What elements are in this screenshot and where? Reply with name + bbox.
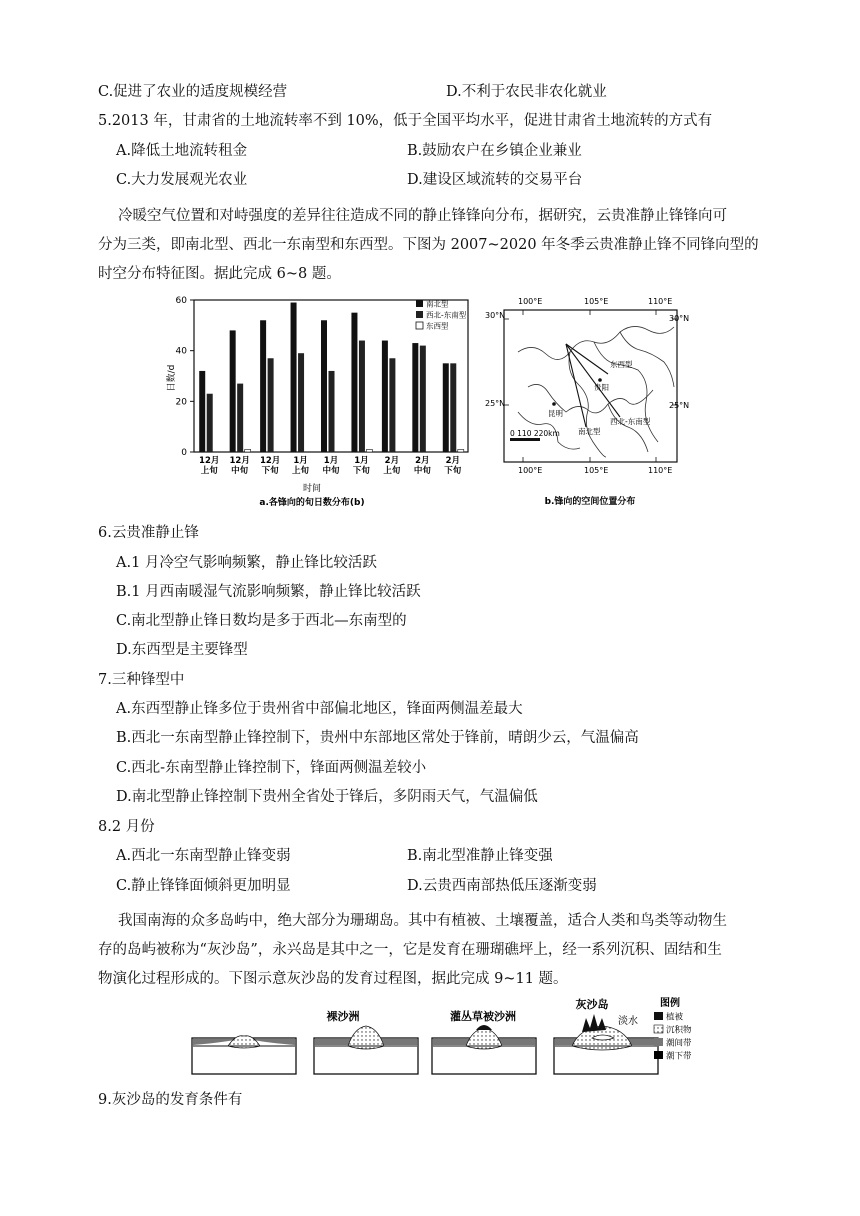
bar-ns-0 (199, 371, 205, 452)
lon-bottom-110: 110°E (648, 466, 673, 475)
kunming-dot (552, 402, 556, 406)
bar-ns-3 (291, 303, 297, 452)
x-tick-period: 下旬 (261, 466, 279, 476)
legend-swatch-nwse (416, 311, 423, 318)
q6-option-c: C.南北型静止锋日数均是多于西北—东南型的 (116, 613, 407, 629)
bar-nwse-0 (207, 394, 213, 452)
bar-chart-figure (160, 292, 480, 514)
q6-option-a: A.1 月冷空气影响频繁，静止锋比较活跃 (116, 555, 377, 571)
q7-option-b: B.西北一东南型静止锋控制下，贵州中东部地区常处于锋前，晴朗少云，气温偏高 (116, 730, 639, 746)
passage1-line3: 时空分布特征图。据此完成 6~8 题。 (98, 266, 341, 282)
bar-ns-7 (412, 343, 418, 452)
legend-label-nwse: 西北-东南型 (426, 310, 467, 320)
x-tick-month: 1月 (323, 456, 339, 466)
lon-bottom-100: 100°E (518, 466, 543, 475)
x-tick-month: 2月 (384, 456, 400, 466)
legend-subtidal: 潮下带 (666, 1051, 692, 1062)
scale-label: 0 110 220km (510, 429, 560, 438)
x-tick-month: 12月 (229, 456, 250, 466)
legend-swatch-intertidal (654, 1038, 663, 1046)
lon-top-100: 100°E (518, 297, 543, 306)
q6-stem: 6.云贵准静止锋 (98, 525, 199, 541)
lat-left-25: 25°N (485, 399, 506, 408)
chart-xlabel: 时间 (302, 484, 322, 494)
island-legend (654, 996, 692, 1062)
x-tick-month: 1月 (293, 456, 308, 466)
q9-stem: 9.灰沙岛的发育条件有 (98, 1092, 243, 1108)
x-tick-month: 1月 (354, 456, 369, 466)
y-tick-label: 60 (175, 296, 187, 306)
stage-4-panel (554, 997, 658, 1074)
chart-caption: a.各锋向的旬日数分布(b) (259, 498, 365, 508)
bar-nwse-2 (268, 358, 274, 452)
guiyang-dot (598, 378, 602, 382)
x-tick-month: 12月 (259, 456, 281, 466)
q6-option-b: B.1 月西南暖湿气流影响频繁，静止锋比较活跃 (116, 584, 421, 600)
x-tick-period: 上旬 (200, 466, 218, 476)
legend-swatch-vegetation (654, 1012, 663, 1020)
q5-option-a: A.降低土地流转租金 (116, 143, 248, 159)
q8-option-a: A.西北一东南型静止锋变弱 (116, 848, 291, 864)
city-kunming: 昆明 (548, 409, 563, 418)
scale-bar (510, 438, 540, 441)
lon-bottom-105: 105°E (584, 466, 609, 475)
passage1-line2: 分为三类，即南北型、西北一东南型和东西型。下图为 2007~2020 年冬季云贵准静止锋不同锋向型的 (98, 237, 759, 253)
legend-swatch-subtidal (654, 1051, 663, 1059)
lat-right-30: 30°N (669, 314, 690, 323)
lat-right-25: 25°N (669, 401, 690, 410)
q8-option-b: B.南北型准静止锋变强 (407, 848, 553, 864)
q4-option-d: D.不利于农民非农化就业 (446, 84, 607, 100)
q7-option-c: C.西北-东南型静止锋控制下，锋面两侧温差较小 (116, 760, 427, 776)
x-tick-month: 2月 (445, 456, 460, 466)
bar-ns-4 (321, 320, 327, 452)
x-tick-period: 上旬 (383, 466, 401, 476)
bar-nwse-8 (450, 363, 456, 452)
passage2-line2: 存的岛屿被称为“灰沙岛”，永兴岛是其中之一，它是发育在珊瑚礁坪上，经一系列沉积、固结和生 (98, 942, 722, 958)
bar-nwse-3 (298, 353, 304, 452)
shrub-vegetation (476, 1025, 492, 1030)
x-tick-period: 下旬 (444, 466, 462, 476)
legend-sediment: 沉积物 (666, 1025, 692, 1036)
legend-swatch-ns (416, 300, 423, 307)
passage2-line3: 物演化过程形成的。下图示意灰沙岛的发育过程图，据此完成 9~11 题。 (98, 971, 568, 987)
q8-stem: 8.2 月份 (98, 819, 155, 835)
bar-ew-5 (366, 449, 372, 452)
x-tick-month: 12月 (199, 456, 220, 466)
q4-option-c: C.促进了农业的适度规模经营 (98, 84, 288, 100)
x-tick-period: 中旬 (322, 466, 340, 476)
x-tick-period: 下旬 (352, 466, 370, 476)
bar-nwse-7 (420, 346, 426, 452)
legend-vegetation: 植被 (666, 1012, 684, 1023)
q7-option-a: A.东西型静止锋多位于贵州省中部偏北地区，锋面两侧温差最大 (116, 701, 523, 717)
stage-3-panel (432, 1009, 536, 1074)
legend-title: 图例 (660, 998, 680, 1009)
island-vegetation (582, 1014, 606, 1032)
bar-ew-1 (245, 449, 251, 452)
passage1-line1: 冷暖空气位置和对峙强度的差异往往造成不同的静止锋锋向分布，据研究，云贵准静止锋锋向可 (118, 208, 727, 224)
stage-2-panel (314, 1009, 418, 1074)
q5-option-b: B.鼓励农户在乡镇企业兼业 (407, 143, 582, 159)
x-tick-period: 中旬 (413, 466, 431, 476)
q5-stem: 5.2013 年，甘肃省的土地流转率不到 10%，低于全国平均水平，促进甘肃省土地流转的方式有 (98, 113, 713, 129)
bar-nwse-6 (389, 358, 395, 452)
x-tick-month: 2月 (415, 456, 430, 466)
map-caption: b.锋向的空间位置分布 (544, 497, 636, 507)
lon-top-105: 105°E (584, 297, 609, 306)
front-position-map (485, 292, 694, 514)
bar-ns-8 (443, 363, 449, 452)
island-development-figure (188, 994, 708, 1084)
legend-intertidal: 潮间带 (666, 1038, 692, 1049)
bar-ns-1 (230, 330, 236, 452)
y-tick-label: 0 (181, 448, 187, 458)
y-tick-label: 20 (175, 397, 187, 408)
x-tick-period: 上旬 (292, 466, 310, 476)
stage-3-label: 灌丛草被沙洲 (450, 1010, 516, 1023)
lon-top-110: 110°E (648, 297, 673, 306)
legend-swatch-sediment (654, 1025, 663, 1033)
label-ns-type: 南北型 (578, 427, 601, 436)
bar-ns-6 (382, 341, 388, 452)
q8-option-c: C.静止锋锋面倾斜更加明显 (116, 878, 291, 894)
lat-left-30: 30°N (485, 311, 506, 320)
stage-1-panel (192, 1036, 296, 1074)
bar-nwse-4 (329, 371, 335, 452)
label-ew-type: 东西型 (610, 360, 633, 369)
chart-ylabel: 日数/d (167, 364, 177, 392)
bar-ew-8 (458, 449, 464, 452)
stage-4-label: 灰沙岛 (575, 998, 609, 1011)
stage-2-label: 裸沙洲 (326, 1010, 360, 1023)
q6-option-d: D.东西型是主要锋型 (116, 642, 248, 658)
passage2-line1: 我国南海的众多岛屿中，绝大部分为珊瑚岛。其中有植被、土壤覆盖，适合人类和鸟类等动物生 (118, 913, 727, 929)
x-tick-period: 中旬 (231, 466, 249, 476)
q7-option-d: D.南北型静止锋控制下贵州全省处于锋后，多阴雨天气，气温偏低 (116, 789, 538, 805)
q5-option-d: D.建设区域流转的交易平台 (407, 172, 583, 188)
bar-ns-5 (351, 313, 357, 452)
y-tick-label: 40 (175, 346, 187, 357)
legend-label-ew: 东西型 (426, 321, 449, 331)
q8-option-d: D.云贵西南部热低压逐渐变弱 (407, 878, 597, 894)
q5-option-c: C.大力发展观光农业 (116, 172, 248, 188)
legend-label-ns: 南北型 (426, 299, 449, 309)
bar-nwse-1 (237, 384, 243, 452)
freshwater-label: 淡水 (618, 1016, 638, 1027)
bar-nwse-5 (359, 341, 365, 452)
q7-stem: 7.三种锋型中 (98, 672, 185, 688)
label-nwse-type: 西北-东南型 (610, 417, 651, 426)
legend-swatch-ew (416, 322, 423, 329)
bar-ns-2 (260, 320, 266, 452)
city-guiyang: 贵阳 (594, 383, 609, 392)
